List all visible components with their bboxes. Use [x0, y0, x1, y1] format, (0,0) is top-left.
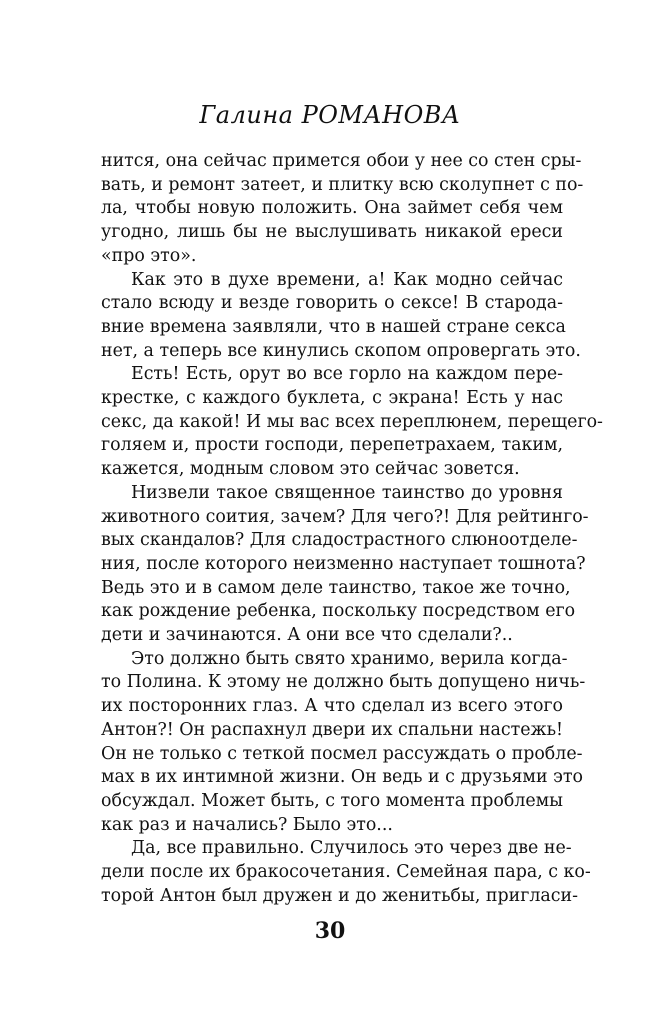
text-line: Как это в духе времени, а! Как модно сейчас	[131, 269, 563, 290]
text-line: торой Антон был дружен и до женитьбы, пригласи-	[101, 885, 578, 906]
text-line: как раз и начались? Было это...	[101, 814, 393, 835]
text-line: мах в их интимной жизни. Он ведь и с друзьями это	[101, 767, 583, 788]
page-number: 30	[314, 918, 346, 944]
text-line: «про это».	[101, 245, 197, 266]
text-line: дети и зачинаются. А они все что сделали?..	[101, 625, 513, 646]
text-line: нится, она сейчас примется обои у нее со стен сры-	[101, 151, 582, 171]
text-line: дели после их бракосочетания. Семейная пара, с ко-	[101, 862, 591, 883]
text-line: обсуждал. Может быть, с того момента проблемы	[101, 790, 564, 811]
text-line: голяем и, прости господи, перепетрахаем, таким,	[101, 435, 563, 456]
text-line: секс, да какой! И мы вас всех переплюнем, перещего-	[101, 411, 603, 432]
text-line: как рождение ребенка, поскольку посредством его	[101, 601, 576, 622]
text-line: кажется, модным словом это сейчас зовется.	[101, 459, 520, 480]
text-line: вых скандалов? Для сладострастного слюноотделе-	[101, 530, 578, 551]
text-line: вние времена заявляли, что в нашей стране секса	[101, 316, 566, 337]
text-line: их посторонних глаз. А что сделал из всего этого	[101, 696, 563, 717]
text-line: Есть! Есть, орут во все горло на каждом пере-	[131, 364, 563, 385]
text-line: Ведь это и в самом деле таинство, такое же точно,	[101, 577, 571, 598]
text-line: ла, чтобы новую положить. Она займет себя чем	[101, 198, 563, 219]
text-line: крестке, с каждого буклета, с экрана! Есть у нас	[101, 388, 563, 409]
text-line: стало всюду и везде говорить о сексе! В старода-	[101, 293, 563, 314]
text-line: Да, все правильно. Случилось это через две не-	[131, 838, 572, 859]
text-line: Антон?! Он распахнул двери их спальни настежь!	[101, 719, 564, 740]
text-line: угодно, лишь бы не выслушивать никакой ереси	[101, 222, 563, 243]
text-line: Это должно быть свято хранимо, верила когда-	[131, 648, 568, 669]
body-text	[101, 150, 603, 909]
text-line: Низвели такое священное таинство до уровня	[131, 482, 563, 503]
text-line: Он не только с теткой посмел рассуждать о пробле-	[101, 743, 583, 764]
text-line: то Полина. К этому не должно быть допущено ничь-	[101, 672, 586, 693]
running-header: Галина РОМАНОВА	[199, 101, 461, 129]
text-line: вать, и ремонт затеет, и плитку всю сколупнет с по-	[101, 174, 584, 195]
text-line: нет, а теперь все кинулись скопом опровергать это.	[101, 340, 581, 361]
text-line: ния, после которого неизменно наступает тошнота?	[101, 553, 586, 574]
text-line: животного соития, зачем? Для чего?! Для рейтинго-	[101, 506, 589, 527]
